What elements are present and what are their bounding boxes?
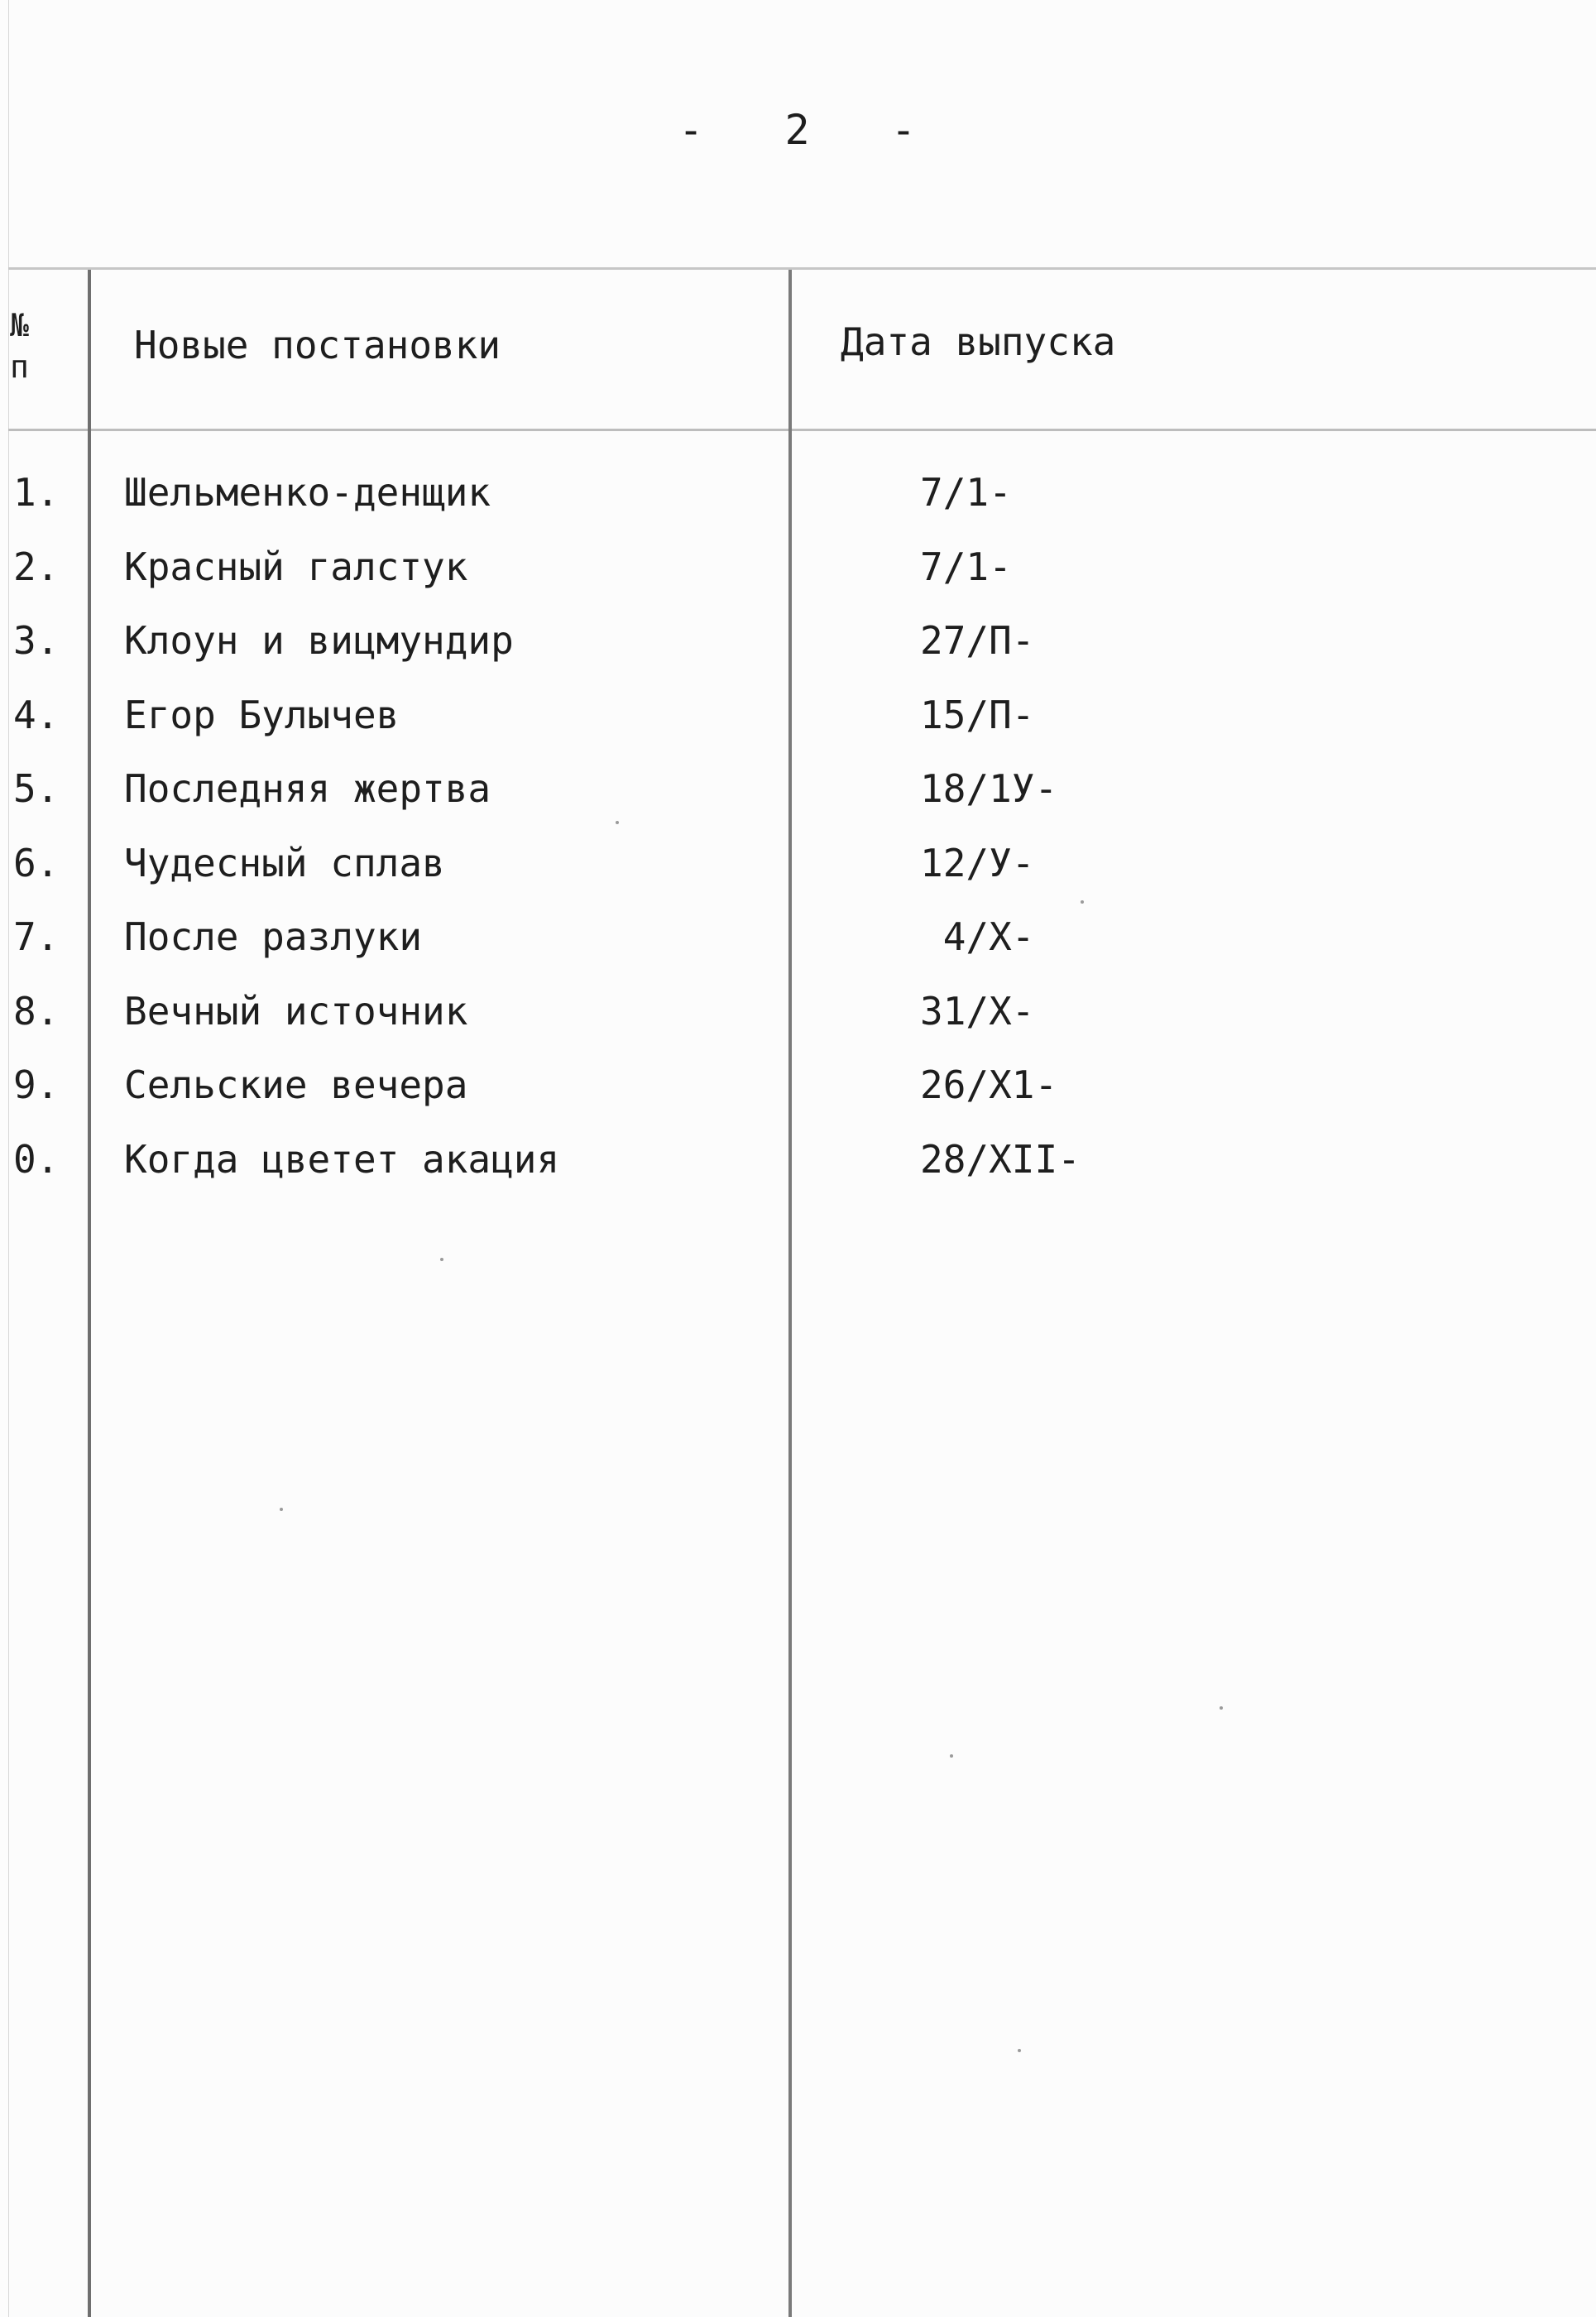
row-date: 12/У-	[920, 840, 1035, 885]
table-row	[0, 470, 1596, 548]
header-new-productions: Новые постановки	[134, 323, 501, 367]
row-number: 1.	[13, 470, 60, 515]
row-date: 4/Х-	[920, 914, 1035, 959]
paper-speck	[616, 821, 619, 824]
row-title: Последняя жертва	[124, 766, 491, 811]
row-title: Вечный источник	[124, 988, 468, 1034]
row-number: 7.	[13, 914, 60, 959]
row-date: 31/Х-	[920, 988, 1035, 1034]
row-title: Красный галстук	[124, 544, 468, 589]
row-title: Шельменко-денщик	[124, 470, 491, 515]
header-number-line1: №	[10, 307, 29, 343]
paper-speck	[950, 1754, 953, 1758]
row-number: 0.	[13, 1136, 60, 1182]
paper-speck	[1018, 2049, 1021, 2052]
row-date: 28/ХII-	[920, 1136, 1081, 1182]
row-title: После разлуки	[124, 914, 423, 959]
row-date: 15/П-	[920, 692, 1035, 737]
table-row	[0, 544, 1596, 622]
row-number: 4.	[13, 692, 60, 737]
header-release-date: Дата выпуска	[841, 319, 1116, 364]
header-number-line2: п	[10, 348, 29, 385]
paper-speck	[440, 1258, 443, 1261]
row-number: 6.	[13, 840, 60, 885]
row-number: 3.	[13, 618, 60, 663]
table-row	[0, 988, 1596, 1067]
table-row	[0, 766, 1596, 844]
table-row	[0, 840, 1596, 919]
row-title: Когда цветет акация	[124, 1136, 560, 1182]
table-row	[0, 914, 1596, 992]
row-date: 7/1-	[920, 470, 1012, 515]
row-title: Клоун и вицмундир	[124, 618, 514, 663]
row-number: 2.	[13, 544, 60, 589]
table-body	[0, 470, 1596, 1214]
page-number: - 2 -	[678, 106, 918, 154]
row-date: 27/П-	[920, 618, 1035, 663]
row-date: 26/Х1-	[920, 1063, 1058, 1107]
row-date: 18/1У-	[920, 766, 1058, 811]
row-number: 5.	[13, 766, 60, 811]
row-title: Чудесный сплав	[124, 840, 445, 885]
table-header-rule	[8, 429, 1596, 431]
table-row	[0, 618, 1596, 696]
table-row	[0, 1063, 1596, 1140]
row-number: 8.	[13, 988, 60, 1034]
row-title: Сельские вечера	[124, 1063, 468, 1107]
paper-speck	[280, 1508, 283, 1511]
row-number: 9.	[13, 1063, 60, 1107]
table-row	[0, 692, 1596, 770]
paper-speck	[1220, 1706, 1223, 1710]
row-title: Егор Булычев	[124, 692, 400, 737]
row-date: 7/1-	[920, 544, 1012, 589]
table-top-rule	[8, 267, 1596, 270]
paper-speck	[1081, 900, 1084, 904]
table-row	[0, 1136, 1596, 1215]
